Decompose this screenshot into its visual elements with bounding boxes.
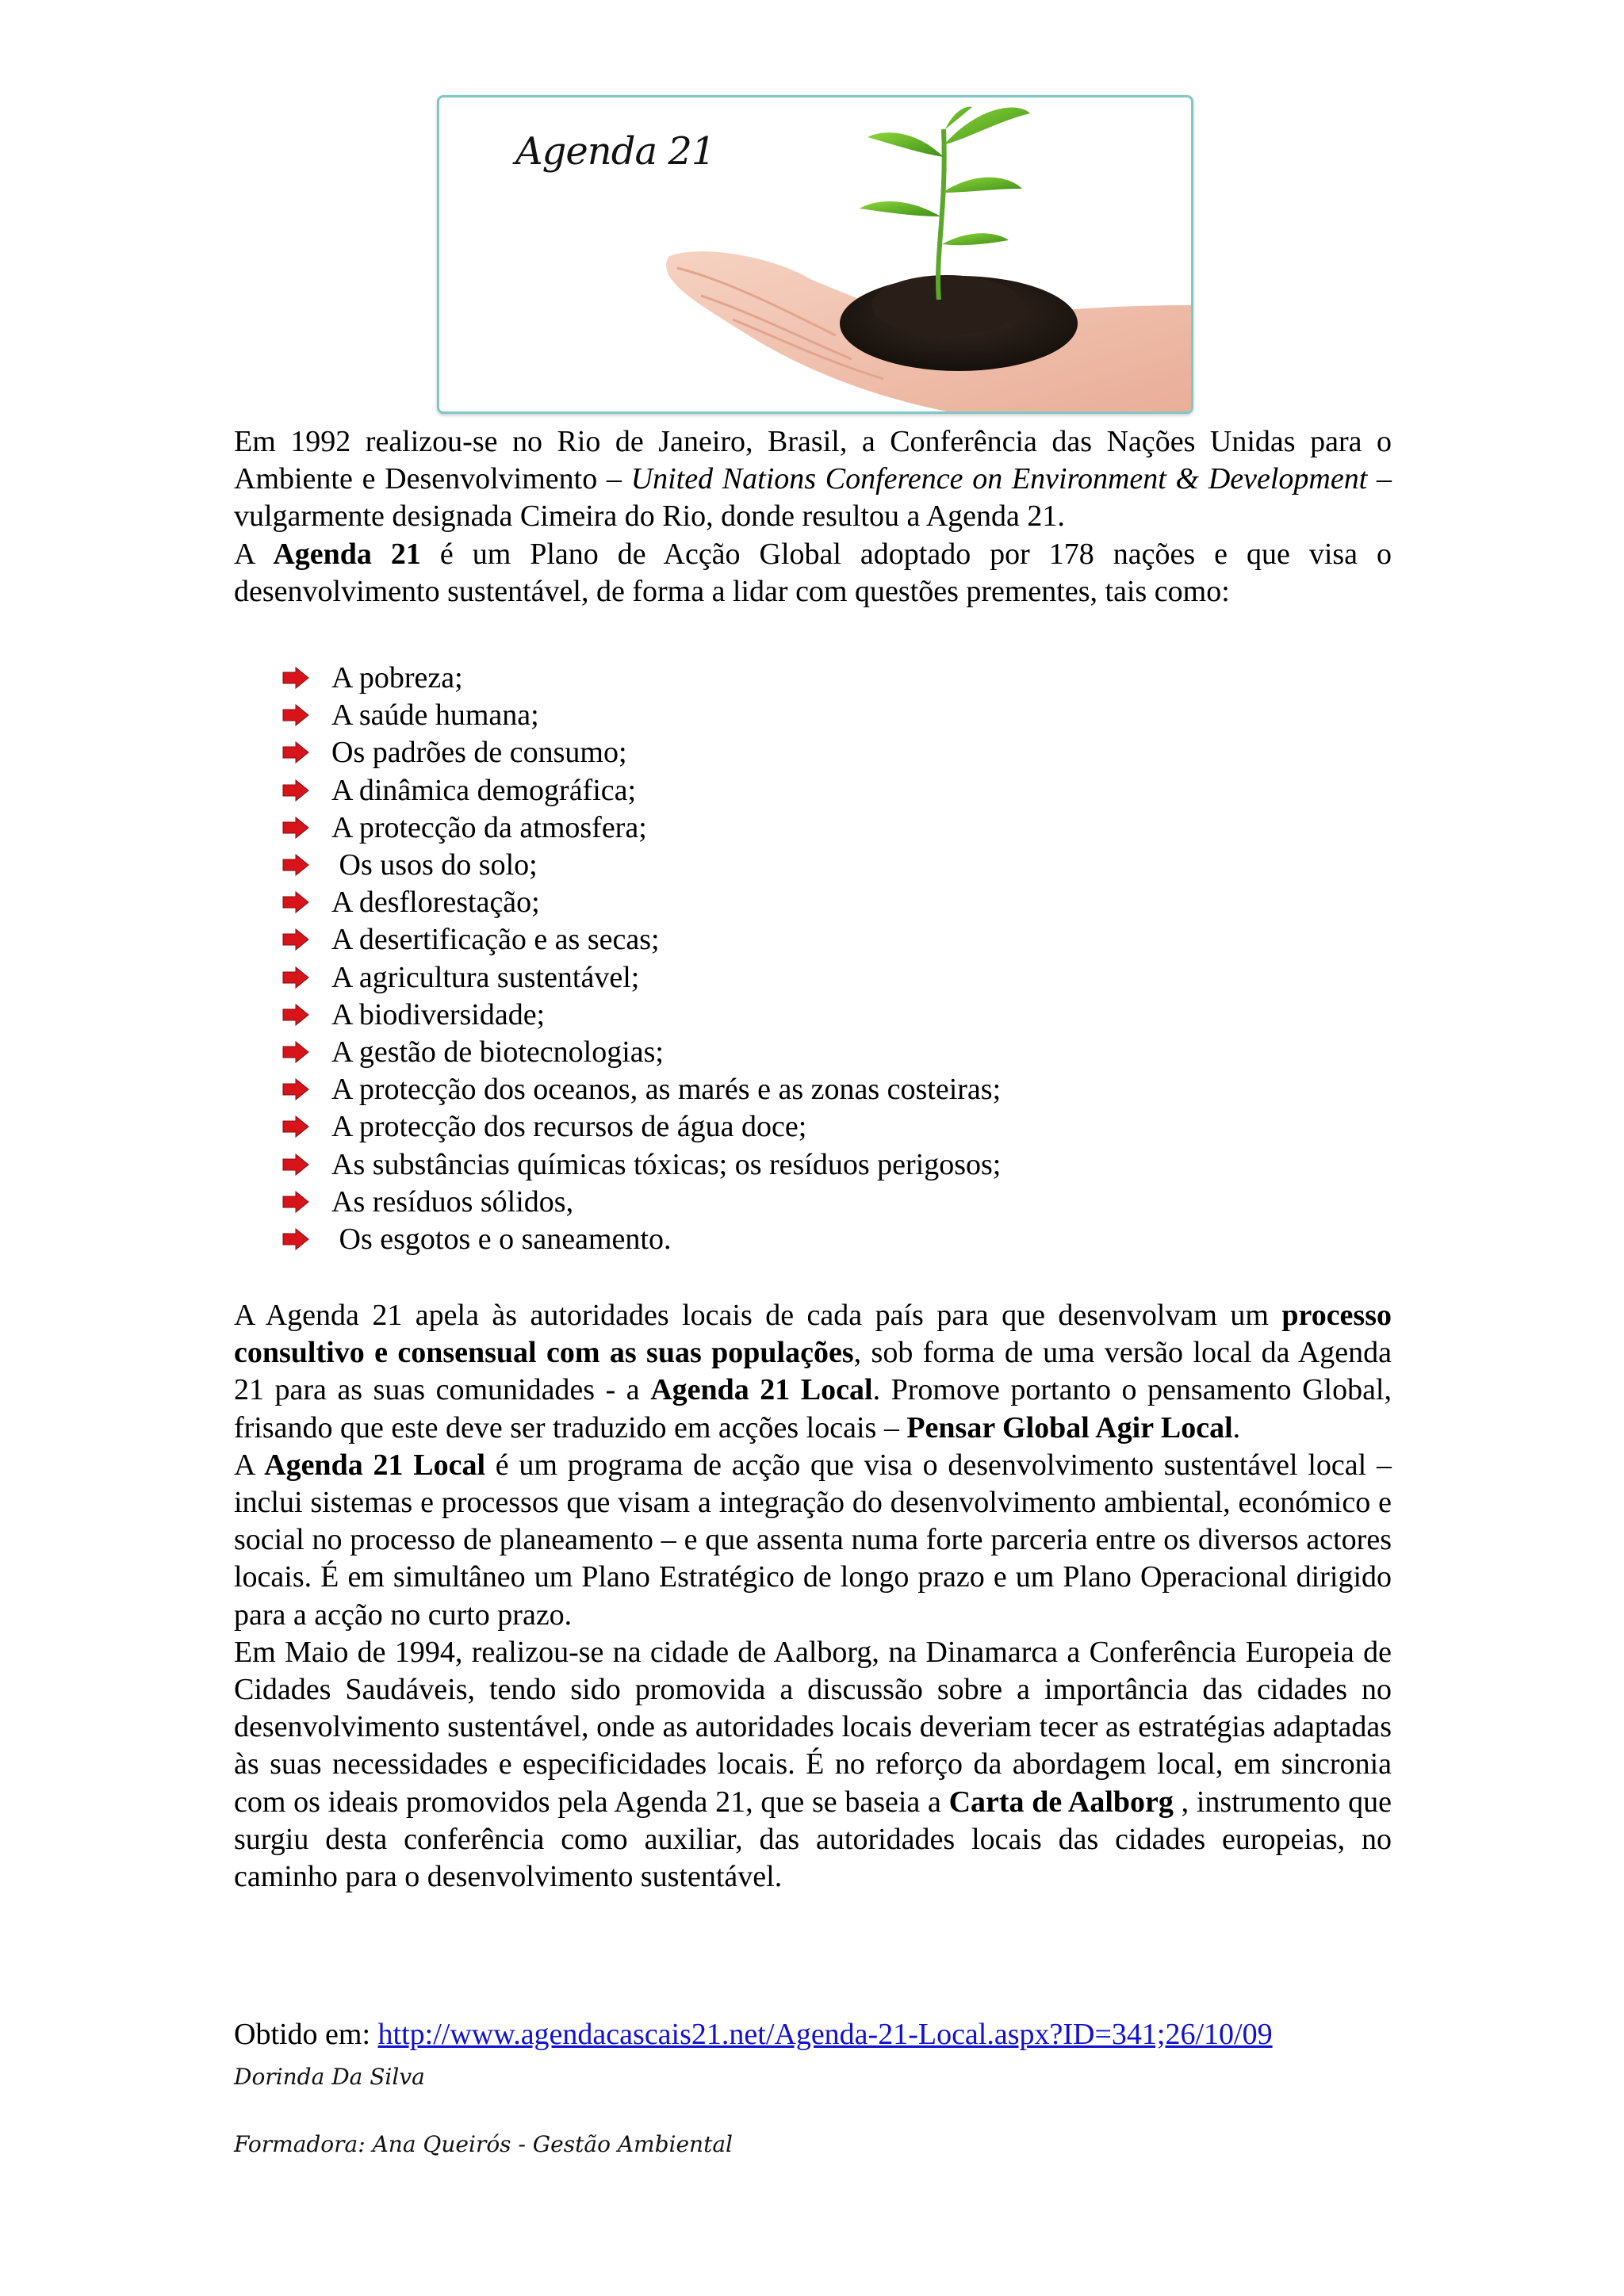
- list-item: A protecção dos recursos de água doce;: [282, 1108, 1234, 1146]
- list-item: As resíduos sólidos,: [282, 1184, 1234, 1221]
- red-arrow-icon: [282, 1041, 309, 1063]
- list-item: A dinâmica demográfica;: [282, 772, 1234, 809]
- list-item: A desflorestação;: [282, 884, 1234, 921]
- intro-section: [234, 423, 1392, 610]
- list-item: A desertificação e as secas;: [282, 921, 1234, 959]
- red-arrow-icon: [282, 667, 309, 689]
- issues-list: [282, 660, 1234, 1258]
- list-item: A protecção da atmosfera;: [282, 809, 1234, 847]
- intro-paragraph-1: Em 1992 realizou-se no Rio de Janeiro, Brasil, a Conferência das Nações Unidas para o Ambiente e Desenvolvimento – United Nations Conference on Environment & Development – vulgarmente designada Cimeira do Rio, donde resultou a Agenda 21.: [234, 425, 1392, 534]
- intro-paragraph-2: A Agenda 21 é um Plano de Acção Global adoptado por 178 nações e que visa o desenvolvimento sustentável, de forma a lidar com questões prementes, tais como:: [234, 537, 1392, 608]
- red-arrow-icon: [282, 704, 309, 726]
- banner-title: Agenda 21: [515, 129, 715, 174]
- banner-image: [437, 95, 1193, 414]
- source-link[interactable]: http://www.agendacascais21.net/Agenda-21-Local.aspx?ID=341;26/10/09: [377, 2018, 1273, 2051]
- red-arrow-icon: [282, 854, 309, 876]
- body-paragraph-1: A Agenda 21 apela às autoridades locais de cada país para que desenvolvam um processo consultivo e consensual com as suas populações, sob forma de uma versão local da Agenda 21 para as suas comunidades - a Agenda 21 Local. Promove portanto o pensamento Global, frisando que este deve ser traduzido em acções locais – Pensar Global Agir Local.: [234, 1299, 1392, 1445]
- body-paragraph-2: A Agenda 21 Local é um programa de acção que visa o desenvolvimento sustentável local – inclui sistemas e processos que visam a integração do desenvolvimento ambiental, económico e social no processo de planeamento – e que assenta numa forte parceria entre os diversos actores locais. É em simultâneo um Plano Estratégico de longo prazo e um Plano Operacional dirigido para a acção no curto prazo.: [234, 1448, 1392, 1632]
- red-arrow-icon: [282, 1004, 309, 1026]
- list-item: A pobreza;: [282, 660, 1234, 697]
- list-item: Os esgotos e o saneamento.: [282, 1221, 1234, 1258]
- list-item: Os usos do solo;: [282, 847, 1234, 884]
- red-arrow-icon: [282, 966, 309, 989]
- list-item: A saúde humana;: [282, 697, 1234, 734]
- red-arrow-icon: [282, 1228, 309, 1250]
- body-paragraph-3: Em Maio de 1994, realizou-se na cidade de Aalborg, na Dinamarca a Conferência Europeia de Cidades Saudáveis, tendo sido promovida a discussão sobre a importância das cidades no desenvolvimento sustentável, onde as autoridades locais deveriam tecer as estratégias adaptadas às suas necessidades e especificidades locais. É no reforço da abordagem local, em sincronia com os ideais promovidos pela Agenda 21, que se baseia a Carta de Aalborg , instrumento que surgiu desta conferência como auxiliar, das autoridades locais das cidades europeias, no caminho para o desenvolvimento sustentável.: [234, 1635, 1392, 1894]
- conference-english-name: United Nations Conference on Environment & Development: [630, 462, 1368, 496]
- trainer-footer: Formadora: Ana Queirós - Gestão Ambiental: [234, 2131, 733, 2157]
- list-item: A biodiversidade;: [282, 997, 1234, 1034]
- red-arrow-icon: [282, 928, 309, 951]
- red-arrow-icon: [282, 1154, 309, 1176]
- list-item: A protecção dos oceanos, as marés e as zonas costeiras;: [282, 1071, 1234, 1108]
- source-label: Obtido em:: [234, 2018, 378, 2051]
- red-arrow-icon: [282, 1078, 309, 1100]
- red-arrow-icon: [282, 891, 309, 913]
- list-item: As substâncias químicas tóxicas; os resíduos perigosos;: [282, 1146, 1234, 1184]
- red-arrow-icon: [282, 1191, 309, 1213]
- list-item: Os padrões de consumo;: [282, 734, 1234, 771]
- red-arrow-icon: [282, 1115, 309, 1138]
- source-line: [234, 2016, 1273, 2053]
- red-arrow-icon: [282, 741, 309, 763]
- author-name: Dorinda Da Silva: [234, 2064, 425, 2090]
- red-arrow-icon: [282, 817, 309, 839]
- list-item: A gestão de biotecnologias;: [282, 1034, 1234, 1071]
- red-arrow-icon: [282, 779, 309, 802]
- list-item: A agricultura sustentável;: [282, 959, 1234, 997]
- body-section: [234, 1297, 1392, 1896]
